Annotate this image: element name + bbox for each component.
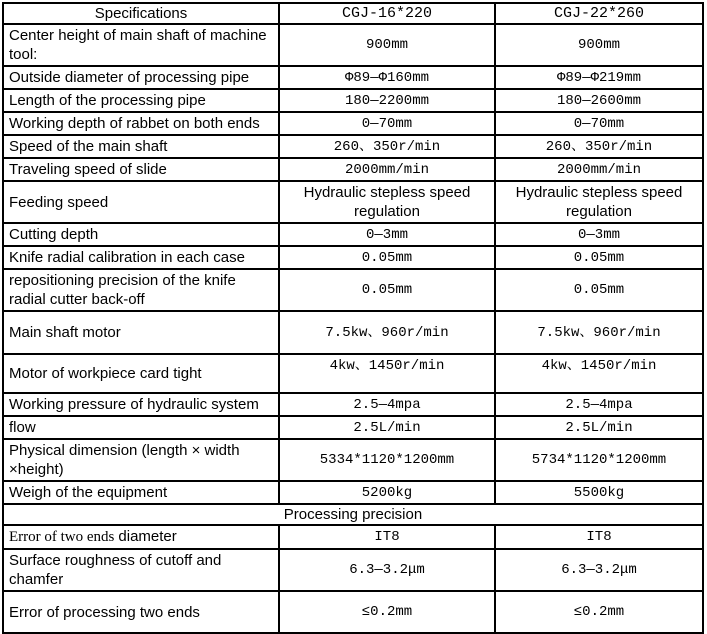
value-cell-cgj16: 180—2200mm bbox=[279, 89, 495, 112]
value-cell-cgj22: 0—70mm bbox=[495, 112, 703, 135]
value-cell-cgj22: 900mm bbox=[495, 24, 703, 66]
spec-label-cell: Physical dimension (length × width ×height) bbox=[3, 439, 279, 481]
spec-label-cell: Main shaft motor bbox=[3, 311, 279, 354]
value-cell-cgj22: 7.5kw、960r/min bbox=[495, 311, 703, 354]
table-row-main-shaft-speed bbox=[3, 135, 703, 158]
table-row-knife-calibration bbox=[3, 246, 703, 269]
table-header-row bbox=[3, 3, 703, 24]
spec-label-cell: Center height of main shaft of machine tool: bbox=[3, 24, 279, 66]
value-cell-cgj16: 2.5—4mpa bbox=[279, 393, 495, 416]
spec-label-cell: Feeding speed bbox=[3, 181, 279, 223]
spec-label-sans-part: diameter bbox=[118, 528, 177, 545]
value-cell-cgj22: 5734*1120*1200mm bbox=[495, 439, 703, 481]
table-row-pipe-length bbox=[3, 89, 703, 112]
value-cell-cgj16: 5200kg bbox=[279, 481, 495, 504]
value-cell-cgj16: 0.05mm bbox=[279, 246, 495, 269]
table-row-rabbet-depth bbox=[3, 112, 703, 135]
value-cell-cgj22: ≤0.2mm bbox=[495, 591, 703, 633]
section-header-processing-precision: Processing precision bbox=[3, 504, 703, 525]
value-cell-cgj22: 180—2600mm bbox=[495, 89, 703, 112]
specifications-table bbox=[2, 2, 704, 634]
table-row-two-ends-error bbox=[3, 591, 703, 633]
table-row-center-height bbox=[3, 24, 703, 66]
table-row-card-tight-motor bbox=[3, 354, 703, 393]
spec-label-cell: Motor of workpiece card tight bbox=[3, 354, 279, 393]
value-cell-cgj16: 900mm bbox=[279, 24, 495, 66]
value-cell-cgj16: 2000mm/min bbox=[279, 158, 495, 181]
value-cell-cgj16: Hydraulic stepless speed regulation bbox=[279, 181, 495, 223]
table-row-flow bbox=[3, 416, 703, 439]
value-cell-cgj16: 5334*1120*1200mm bbox=[279, 439, 495, 481]
value-cell-cgj16: 0—70mm bbox=[279, 112, 495, 135]
value-cell-cgj22: 6.3—3.2μm bbox=[495, 549, 703, 591]
spec-label-cell: Knife radial calibration in each case bbox=[3, 246, 279, 269]
value-cell-cgj16: 260、350r/min bbox=[279, 135, 495, 158]
spec-label-cell: Surface roughness of cutoff and chamfer bbox=[3, 549, 279, 591]
value-cell-cgj16: Φ89—Φ160mm bbox=[279, 66, 495, 89]
value-cell-cgj22: 4kw、1450r/min bbox=[495, 354, 703, 393]
table-row-repositioning-precision bbox=[3, 269, 703, 311]
value-cell-cgj22: Hydraulic stepless speed regulation bbox=[495, 181, 703, 223]
table-row-slide-speed bbox=[3, 158, 703, 181]
value-cell-cgj22: Φ89—Φ219mm bbox=[495, 66, 703, 89]
value-cell-cgj16: 0.05mm bbox=[279, 269, 495, 311]
value-cell-cgj16: ≤0.2mm bbox=[279, 591, 495, 633]
value-cell-cgj22: 260、350r/min bbox=[495, 135, 703, 158]
spec-label-cell: Error of processing two ends bbox=[3, 591, 279, 633]
table-row-feeding-speed bbox=[3, 181, 703, 223]
header-model-cgj16: CGJ-16*220 bbox=[279, 3, 495, 24]
spec-label-cell: Traveling speed of slide bbox=[3, 158, 279, 181]
value-cell-cgj22: 0.05mm bbox=[495, 269, 703, 311]
table-row-outside-diameter bbox=[3, 66, 703, 89]
value-cell-cgj22: IT8 bbox=[495, 525, 703, 549]
table-row-physical-dimension bbox=[3, 439, 703, 481]
value-cell-cgj16: 7.5kw、960r/min bbox=[279, 311, 495, 354]
table-row-diameter-error bbox=[3, 525, 703, 549]
table-row-surface-roughness bbox=[3, 549, 703, 591]
value-cell-cgj16: 6.3—3.2μm bbox=[279, 549, 495, 591]
table-row-equipment-weight bbox=[3, 481, 703, 504]
value-cell-cgj22: 0.05mm bbox=[495, 246, 703, 269]
value-cell-cgj16: 4kw、1450r/min bbox=[279, 354, 495, 393]
section-header-row bbox=[3, 504, 703, 525]
spec-label-cell: Outside diameter of processing pipe bbox=[3, 66, 279, 89]
spec-label-cell: flow bbox=[3, 416, 279, 439]
spec-label-cell: Length of the processing pipe bbox=[3, 89, 279, 112]
spec-label-cell: Working depth of rabbet on both ends bbox=[3, 112, 279, 135]
spec-label-cell: Speed of the main shaft bbox=[3, 135, 279, 158]
value-cell-cgj16: IT8 bbox=[279, 525, 495, 549]
value-cell-cgj22: 5500kg bbox=[495, 481, 703, 504]
spec-label-cell: Weigh of the equipment bbox=[3, 481, 279, 504]
spec-label-cell: Cutting depth bbox=[3, 223, 279, 246]
value-cell-cgj16: 0—3mm bbox=[279, 223, 495, 246]
table-row-cutting-depth bbox=[3, 223, 703, 246]
value-cell-cgj22: 2.5—4mpa bbox=[495, 393, 703, 416]
value-cell-cgj16: 2.5L/min bbox=[279, 416, 495, 439]
table-row-hydraulic-pressure bbox=[3, 393, 703, 416]
value-cell-cgj22: 0—3mm bbox=[495, 223, 703, 246]
spec-label-cell: repositioning precision of the knife radial cutter back-off bbox=[3, 269, 279, 311]
table-row-main-shaft-motor bbox=[3, 311, 703, 354]
spec-label-serif-part: Error of two ends bbox=[9, 529, 115, 545]
value-cell-cgj22: 2.5L/min bbox=[495, 416, 703, 439]
header-specifications: Specifications bbox=[3, 3, 279, 24]
spec-label-cell: Working pressure of hydraulic system bbox=[3, 393, 279, 416]
value-cell-cgj22: 2000mm/min bbox=[495, 158, 703, 181]
header-model-cgj22: CGJ-22*260 bbox=[495, 3, 703, 24]
spec-label-cell bbox=[3, 525, 279, 549]
